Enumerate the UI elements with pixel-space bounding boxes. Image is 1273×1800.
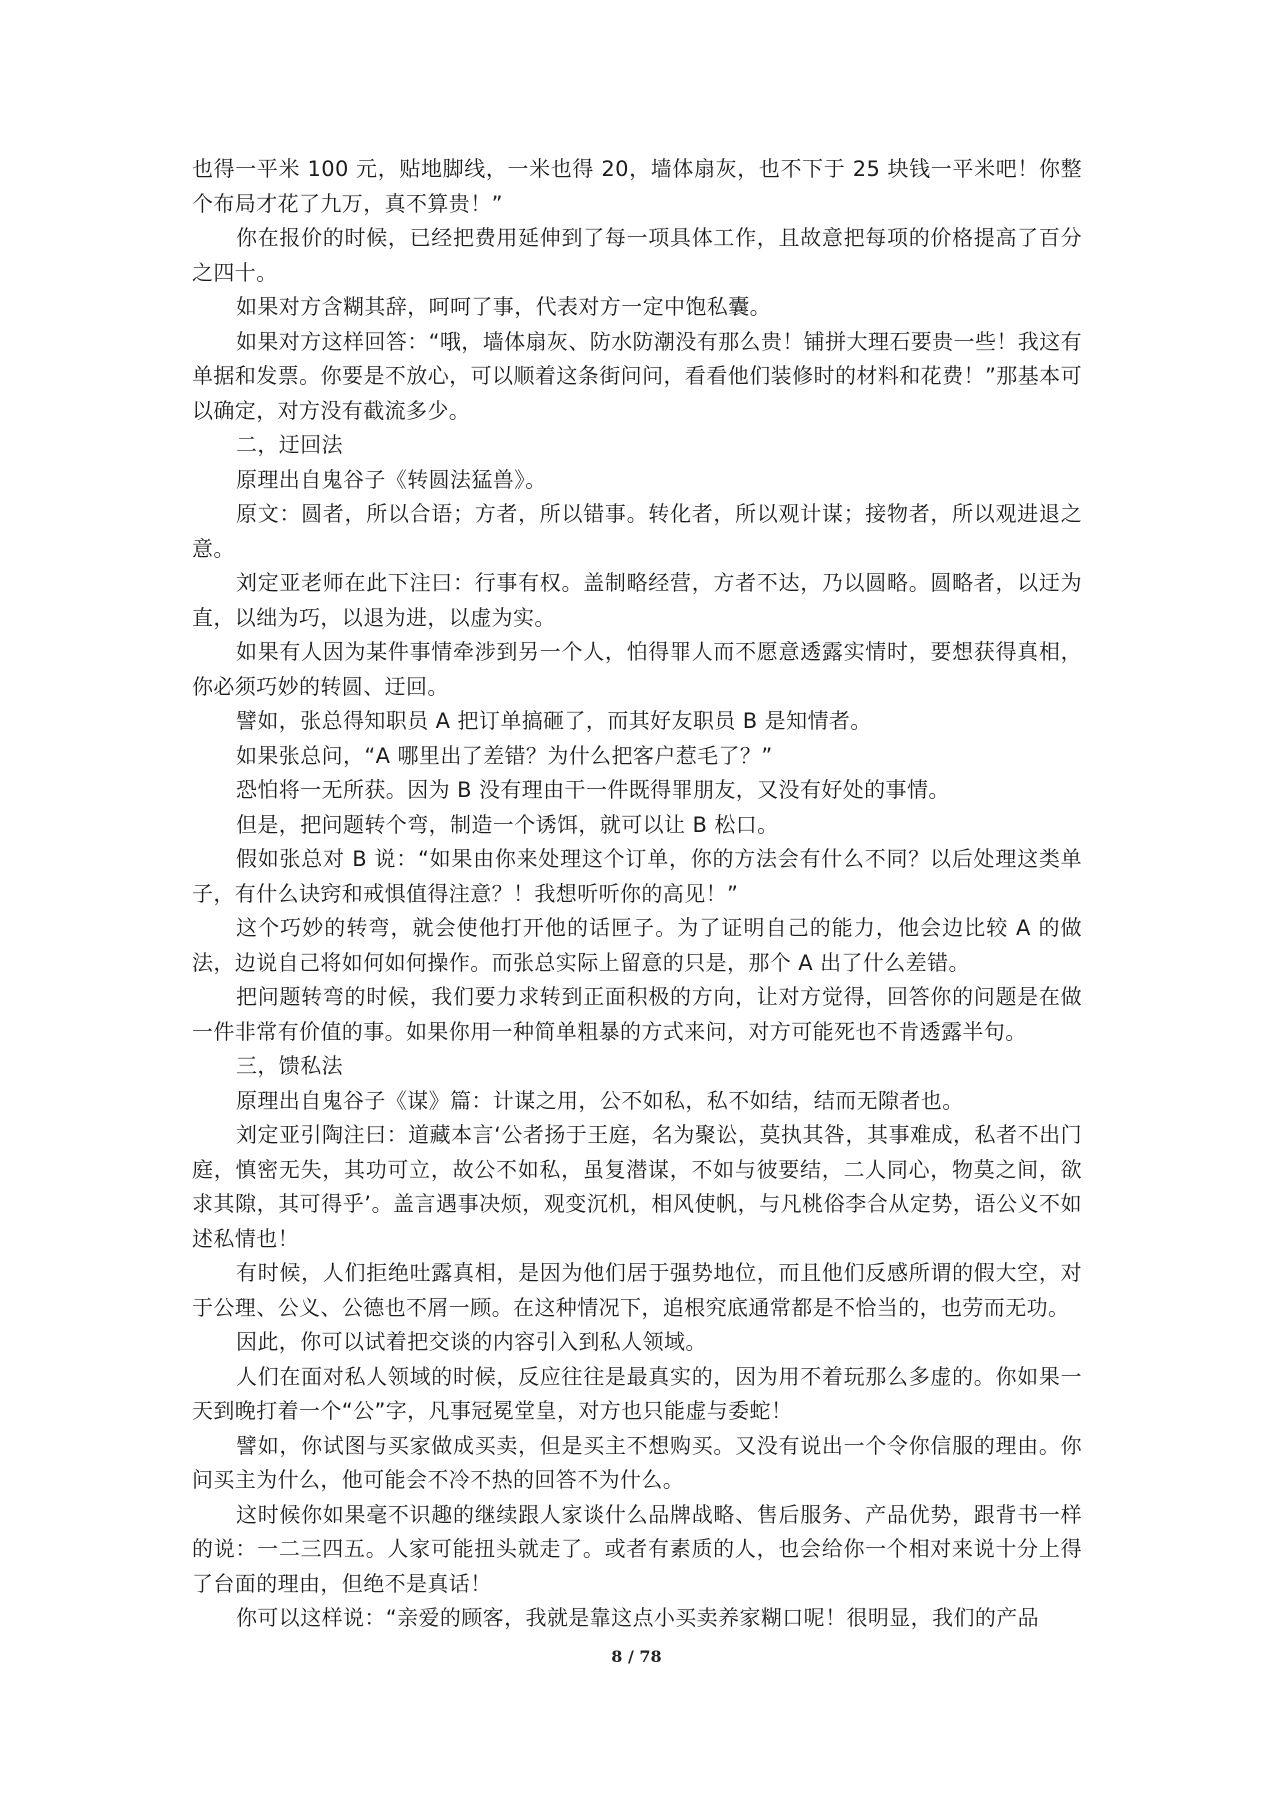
paragraph: 原理出自鬼谷子《谋》篇：计谋之用，公不如私，私不如结，结而无隙者也。 xyxy=(236,1088,964,1113)
paragraph: 人们在面对私人领域的时候，反应往往是最真实的，因为用不着玩那么多虚的。你如果一天到晚打着一个“公”字，凡事冠冕堂皇，对方也只能虚与委蛇！ xyxy=(192,1364,1082,1423)
paragraph: 如果对方这样回答：“哦，墙体扇灰、防水防潮没有那么贵！铺拼大理石要贵一些！我这有单据和发票。你要是不放心，可以顺着这条街问问，看看他们装修时的材料和花费！”那基本可以确定，对方没有截流多少。 xyxy=(192,329,1082,423)
page-number: 8 / 78 xyxy=(611,1647,662,1666)
paragraph: 你在报价的时候，已经把费用延伸到了每一项具体工作，且故意把每项的价格提高了百分之四十。 xyxy=(192,226,1082,285)
paragraph: 也得一平米 100 元，贴地脚线，一米也得 20，墙体扇灰，也不下于 25 块钱一平米吧！你整个布局才花了九万，真不算贵！” xyxy=(192,157,1082,216)
paragraph: 如果对方含糊其辞，呵呵了事，代表对方一定中饱私囊。 xyxy=(236,295,771,319)
paragraph: 刘定亚引陶注曰：道藏本言‘公者扬于王庭，名为聚讼，莫执其咎，其事难成，私者不出门庭，慎密无失，其功可立，故公不如私，虽复潜谋，不如与彼要结，二人同心，物莫之间，欲求其隙，其可得乎’。盖言遇事决烦，观变沉机，相风使帆，与凡桃俗李合从定势，语公义不如述私情也！ xyxy=(192,1123,1082,1251)
paragraph: 把问题转弯的时候，我们要力求转到正面积极的方向，让对方觉得，回答你的问题是在做一件非常有价值的事。如果你用一种简单粗暴的方式来问，对方可能死也不肯透露半句。 xyxy=(192,985,1082,1044)
paragraph: 二，迂回法 xyxy=(236,433,343,457)
paragraph: 刘定亚老师在此下注曰：行事有权。盖制略经营，方者不达，乃以圆略。圆略者，以迂为直，以绌为巧，以退为进，以虚为实。 xyxy=(192,571,1082,630)
paragraph: 因此，你可以试着把交谈的内容引入到私人领域。 xyxy=(236,1330,707,1354)
paragraph: 如果张总问，“A 哪里出了差错？为什么把客户惹毛了？” xyxy=(236,743,773,768)
paragraph: 原理出自鬼谷子《转圆法猛兽》。 xyxy=(236,467,547,492)
paragraph: 恐怕将一无所获。因为 B 没有理由干一件既得罪朋友，又没有好处的事情。 xyxy=(236,778,950,802)
paragraph: 你可以这样说：“亲爱的顾客，我就是靠这点小买卖养家糊口呢！很明显，我们的产品 xyxy=(236,1606,1040,1630)
paragraph: 但是，把问题转个弯，制造一个诱饵，就可以让 B 松口。 xyxy=(236,812,779,837)
paragraph: 假如张总对 B 说：“如果由你来处理这个订单，你的方法会有什么不同？以后处理这类单子，有什么诀窍和戒惧值得注意？！我想听听你的高见！” xyxy=(192,847,1082,906)
paragraph: 有时候，人们拒绝吐露真相，是因为他们居于强势地位，而且他们反感所谓的假大空，对于公理、公义、公德也不屑一顾。在这种情况下，追根究底通常都是不恰当的，也劳而无功。 xyxy=(192,1261,1082,1320)
paragraph: 三，馈私法 xyxy=(236,1054,343,1078)
paragraph: 如果有人因为某件事情牵涉到另一个人，怕得罪人而不愿意透露实情时，要想获得真相，你必须巧妙的转圆、迂回。 xyxy=(192,640,1082,699)
paragraph: 这时候你如果毫不识趣的继续跟人家谈什么品牌战略、售后服务、产品优势，跟背书一样的说：一二三四五。人家可能扭头就走了。或者有素质的人，也会给你一个相对来说十分上得了台面的理由，但绝不是真话！ xyxy=(192,1502,1082,1596)
paragraph: 这个巧妙的转弯，就会使他打开他的话匣子。为了证明自己的能力，他会边比较 A 的做法，边说自己将如何如何操作。而张总实际上留意的只是，那个 A 出了什么差错。 xyxy=(192,916,1082,975)
paragraph: 原文：圆者，所以合语；方者，所以错事。转化者，所以观计谋；接物者，所以观进退之意。 xyxy=(192,502,1082,561)
paragraph: 譬如，你试图与买家做成买卖，但是买主不想购买。又没有说出一个令你信服的理由。你问买主为什么，他可能会不冷不热的回答不为什么。 xyxy=(192,1433,1082,1492)
body-text xyxy=(192,152,1082,1636)
paragraph: 譬如，张总得知职员 A 把订单搞砸了，而其好友职员 B 是知情者。 xyxy=(236,709,872,733)
